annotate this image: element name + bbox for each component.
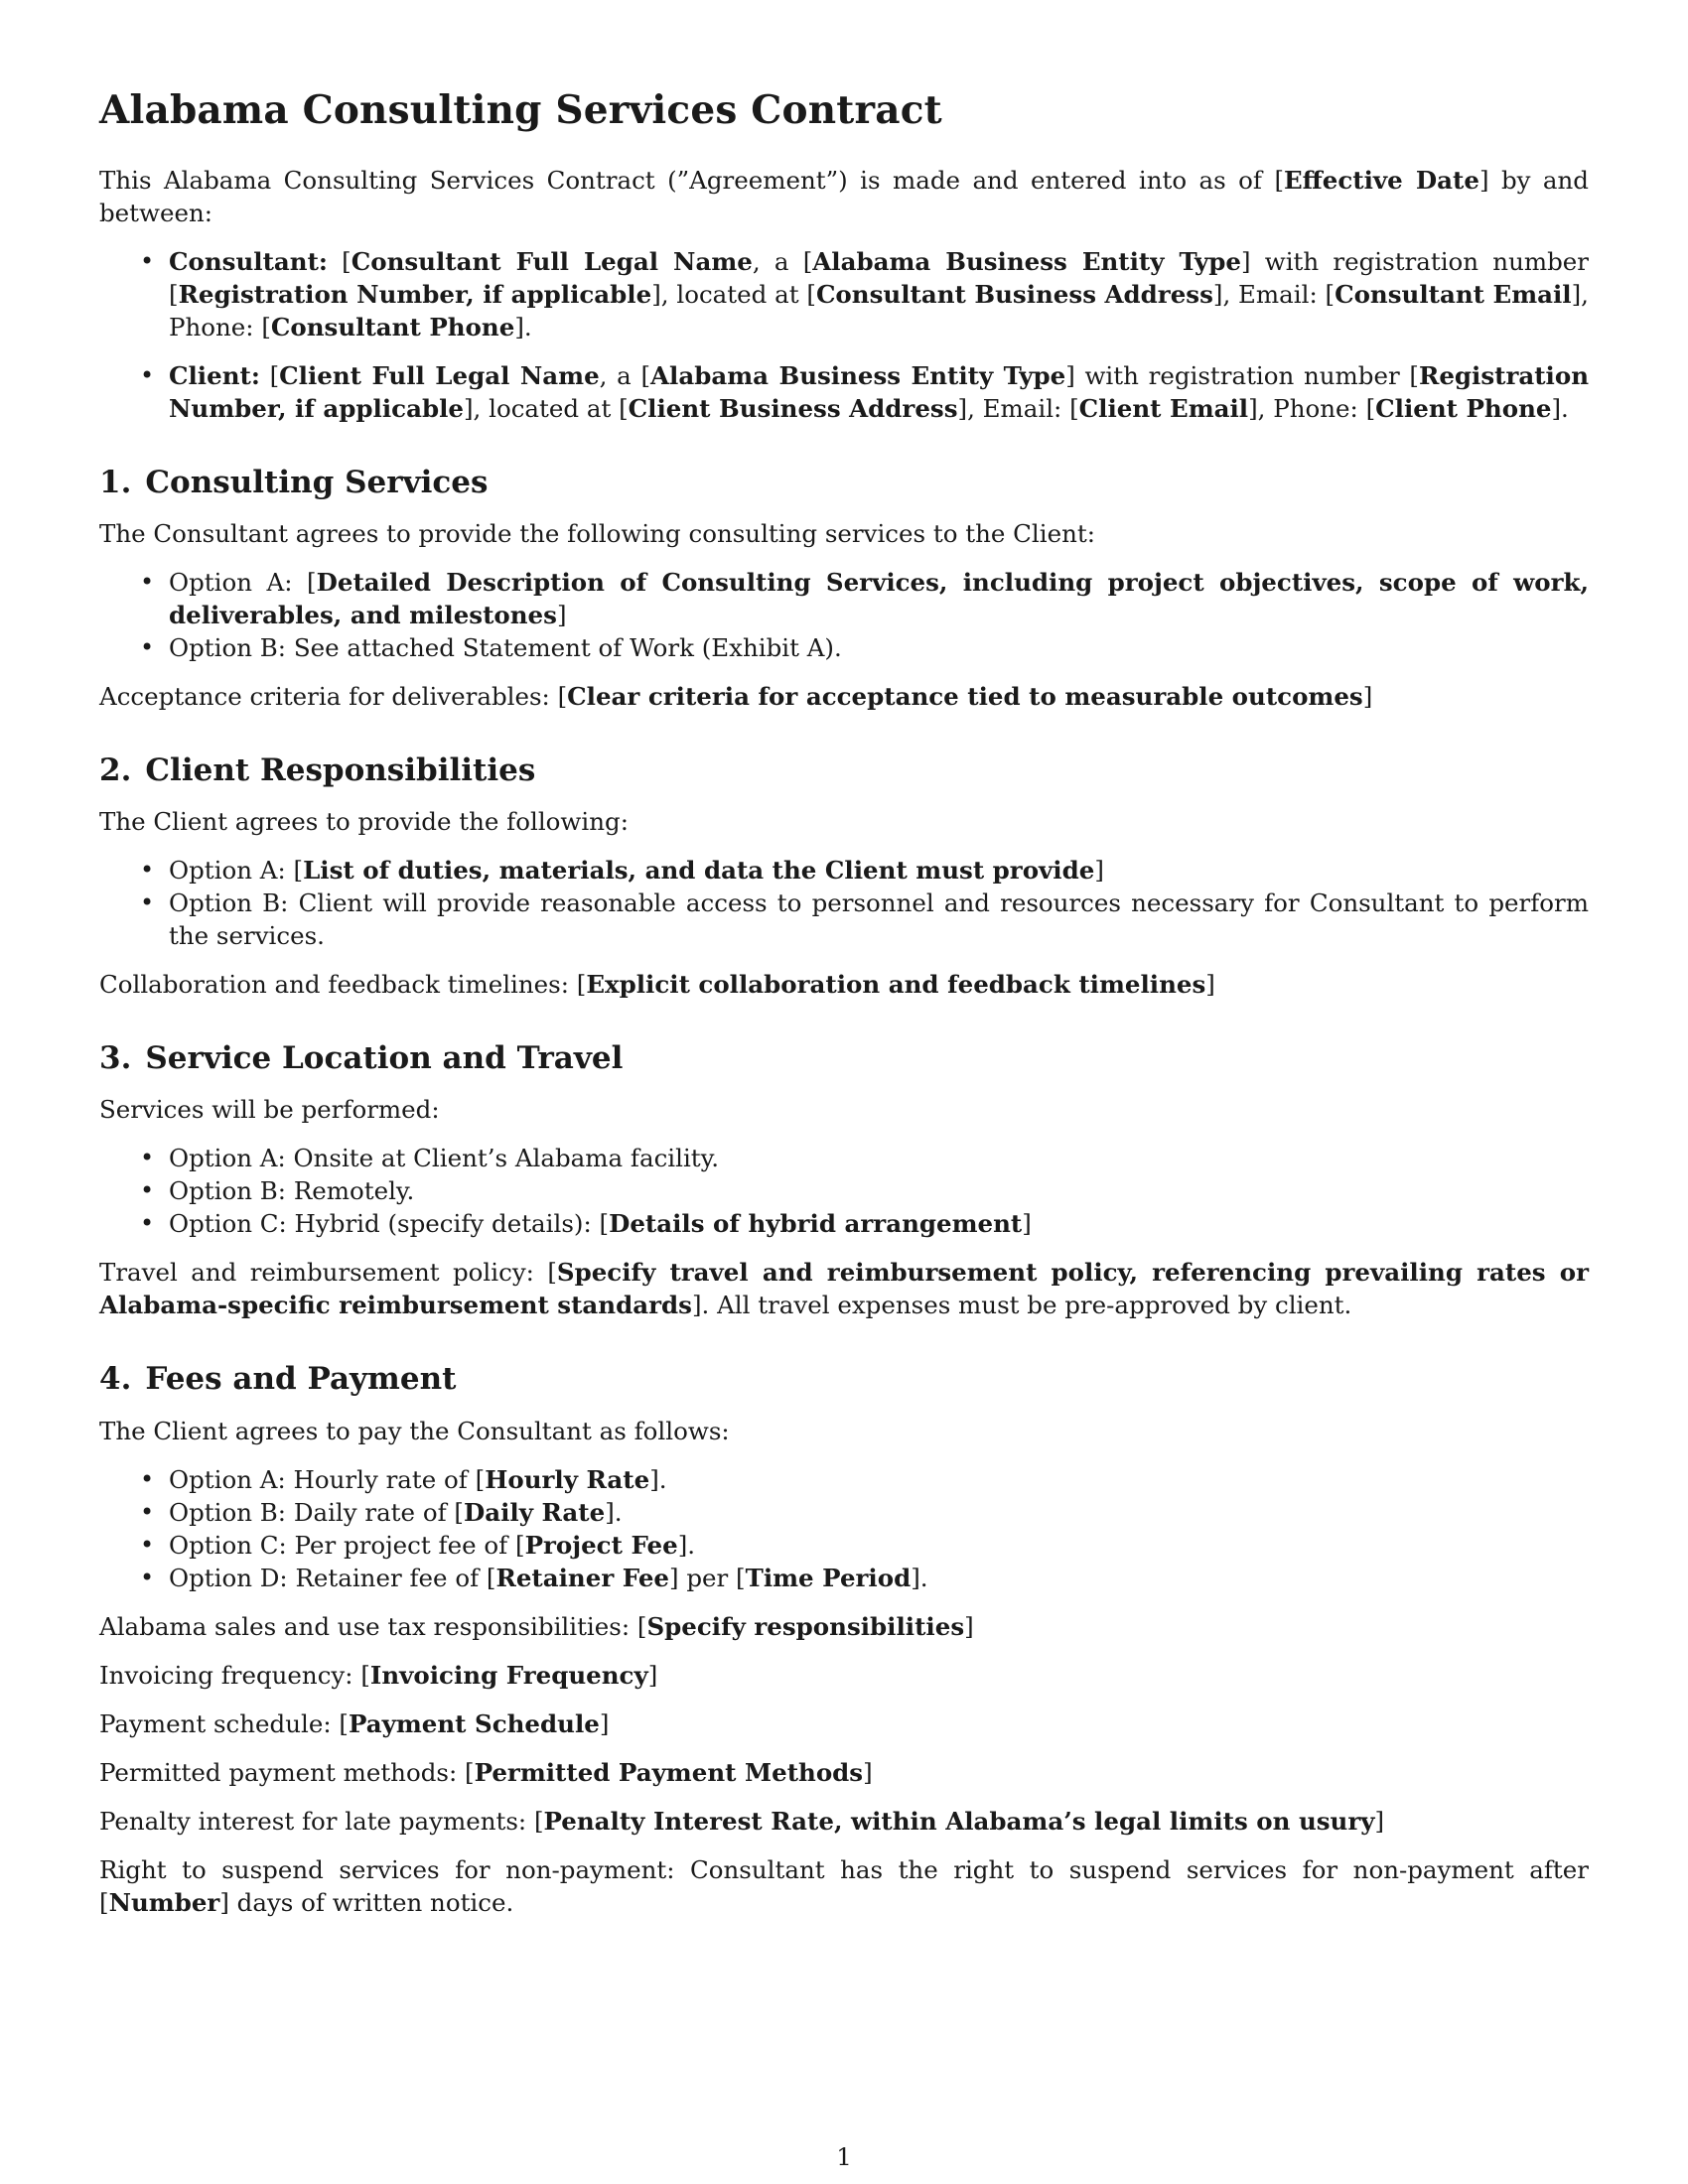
collaboration-timelines: Collaboration and feedback timelines: [Explicit collaboration and feedback timelines] — [99, 970, 1215, 1000]
section-heading-client-responsibilities: 2. Client Responsibilities — [99, 751, 536, 788]
penalty-interest: Penalty interest for late payments: [Penalty Interest Rate, within Alabama’s legal limits on usury] — [99, 1806, 1385, 1836]
intro-paragraph: This Alabama Consulting Services Contract (”Agreement”) is made and entered into as of [Effective Date] by and between: — [99, 165, 1589, 227]
suspension-right: Right to suspend services for non-payment: Consultant has the right to suspend services for non-payment after [Number] days of written notice. — [99, 1854, 1589, 1917]
list-item: • Option D: Retainer fee of [Retainer Fee] per [Time Period]. — [169, 1562, 1589, 1594]
section-heading-fees-payment: 4. Fees and Payment — [99, 1361, 457, 1398]
list-item: • Option B: See attached Statement of Work (Exhibit A). — [169, 631, 1589, 664]
payment-methods: Permitted payment methods: [Permitted Payment Methods] — [99, 1757, 873, 1787]
list-item: • Option C: Per project fee of [Project Fee]. — [169, 1529, 1589, 1562]
section-heading-service-location: 3. Service Location and Travel — [99, 1040, 624, 1077]
section-3-lead: Services will be performed: — [99, 1095, 440, 1125]
section-1-lead: The Consultant agrees to provide the following consulting services to the Client: — [99, 518, 1095, 548]
document-title: Alabama Consulting Services Contract — [99, 87, 942, 133]
page-number: 1 — [836, 2142, 852, 2171]
section-2-options — [99, 854, 1589, 952]
list-item: • Option C: Hybrid (specify details): [Details of hybrid arrangement] — [169, 1207, 1589, 1240]
effective-date-placeholder: Effective Date — [1284, 165, 1479, 195]
section-4-lead: The Client agrees to pay the Consultant as follows: — [99, 1416, 730, 1445]
list-item: • Option A: [List of duties, materials, and data the Client must provide] — [169, 854, 1589, 887]
section-3-options — [99, 1142, 1589, 1240]
section-4-options — [99, 1463, 1589, 1594]
payment-schedule: Payment schedule: [Payment Schedule] — [99, 1708, 610, 1738]
list-item: • Option B: Client will provide reasonable access to personnel and resources necessary for Consultant to perform the services. — [169, 887, 1589, 952]
section-heading-consulting-services: 1. Consulting Services — [99, 464, 489, 500]
list-item: • Option A: Onsite at Client’s Alabama facility. — [169, 1142, 1589, 1174]
section-2-lead: The Client agrees to provide the following: — [99, 807, 629, 837]
list-item: • Option B: Remotely. — [169, 1174, 1589, 1207]
tax-responsibilities: Alabama sales and use tax responsibilities: [Specify responsibilities] — [99, 1611, 974, 1641]
client-party: • Client: [Client Full Legal Name, a [Alabama Business Entity Type] with registration number [Registration Number, if applicable], located at [Client Business Address], Email: [Client Email], Phone: [Client Phone]. — [169, 359, 1589, 425]
travel-policy: Travel and reimbursement policy: [Specify travel and reimbursement policy, referencing prevailing rates or Alabama-specific reimbursement standards]. All travel expenses must be pre-approved by client. — [99, 1258, 1589, 1320]
list-item: • Option A: [Detailed Description of Consulting Services, including project objectives, scope of work, deliverables, and milestones] — [169, 566, 1589, 631]
invoicing-frequency: Invoicing frequency: [Invoicing Frequency] — [99, 1660, 658, 1690]
acceptance-criteria: Acceptance criteria for deliverables: [Clear criteria for acceptance tied to measurable outcomes] — [99, 681, 1373, 711]
list-item: • Option B: Daily rate of [Daily Rate]. — [169, 1496, 1589, 1529]
parties-list — [99, 245, 1589, 425]
consultant-party: • Consultant: [Consultant Full Legal Name, a [Alabama Business Entity Type] with registration number [Registration Number, if applicable], located at [Consultant Business Address], Email: [Consultant Email], Phone: [Consultant Phone]. — [169, 245, 1589, 343]
section-1-options — [99, 566, 1589, 664]
list-item: • Option A: Hourly rate of [Hourly Rate]. — [169, 1463, 1589, 1496]
document-page — [99, 87, 1589, 1935]
